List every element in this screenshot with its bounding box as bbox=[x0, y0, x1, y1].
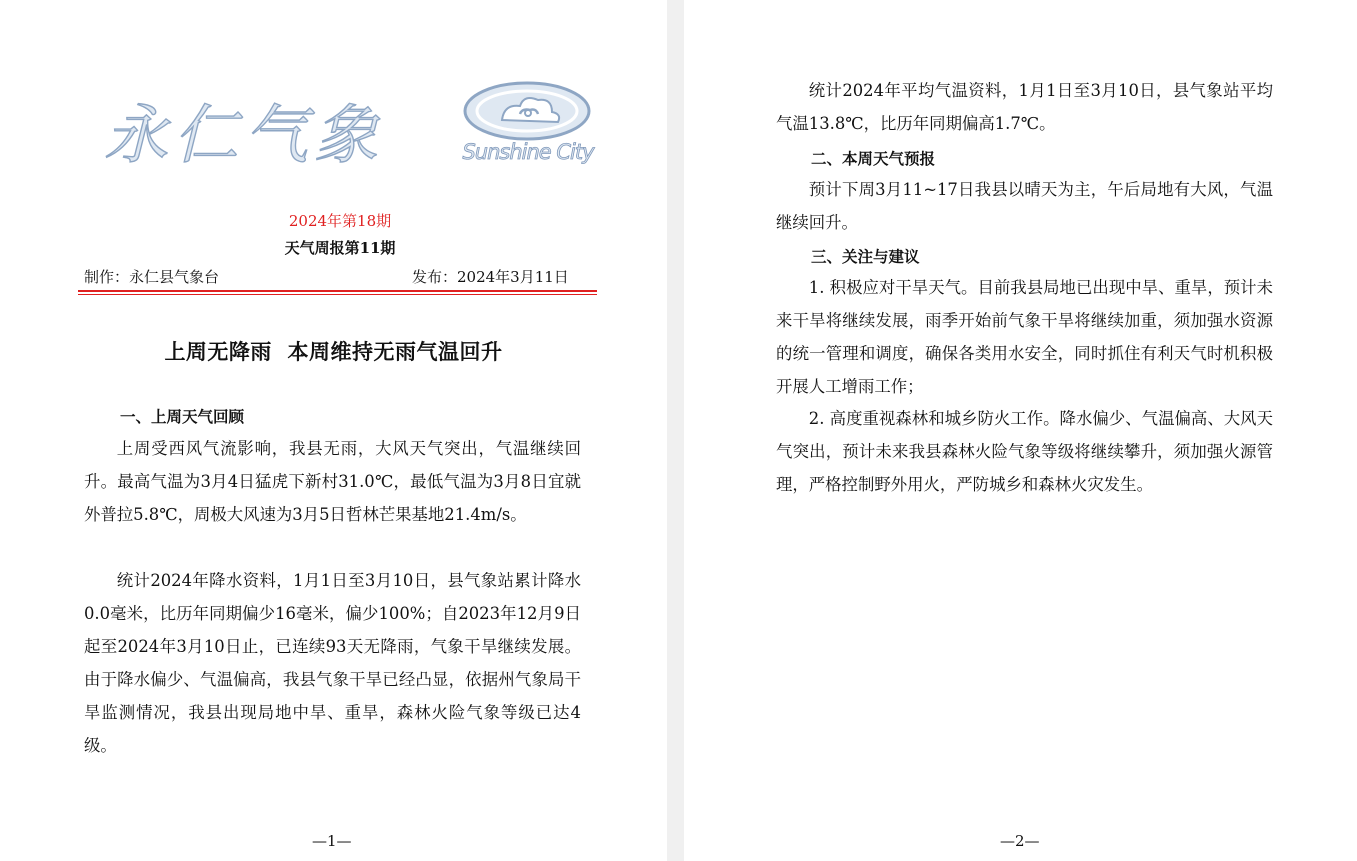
header-divider-thin bbox=[78, 294, 597, 295]
logo-text: Sunshine City bbox=[462, 140, 594, 164]
weekly-issue-number: 天气周报第11期 bbox=[284, 239, 396, 257]
cloud-logo-icon bbox=[462, 80, 592, 142]
page-number-2: —2— bbox=[1000, 832, 1040, 850]
paragraph-precipitation: 统计2024年降水资料，1月1日至3月10日，县气象站累计降水0.0毫米，比历年同期偏少16毫米，偏少100%；自2023年12月9日起至2024年3月10日止，已连续93天无降雨，气象干旱继续发展。由于降水偏少、气温偏高，我县气象干旱已经凸显，依据州气象局干旱监测情况，我县出现局地中旱、重旱，森林火险气象等级已达4级。 bbox=[84, 571, 581, 755]
publish-date: 发布：2024年3月11日 bbox=[412, 268, 569, 286]
sunshine-city-logo bbox=[462, 80, 592, 172]
document-page-1 bbox=[0, 0, 667, 861]
section-heading-forecast: 二、本周天气预报 bbox=[811, 150, 936, 168]
paragraph-forecast: 预计下周3月11~17日我县以晴天为主，午后局地有大风，气温继续回升。 bbox=[776, 180, 1273, 232]
page-title: 上周无降雨 本周维持无雨气温回升 bbox=[164, 339, 503, 364]
issue-number: 2024年第18期 bbox=[288, 212, 392, 230]
masthead bbox=[100, 80, 600, 180]
paragraph-weather-review: 上周受西风气流影响，我县无雨，大风天气突出，气温继续回升。最高气温为3月4日猛虎下新村31.0℃，最低气温为3月8日宜就外普拉5.8℃，周极大风速为3月5日哲林芒果基地21.4m/s。 bbox=[84, 439, 581, 524]
document-page-2 bbox=[684, 0, 1357, 861]
producer-label: 制作：永仁县气象台 bbox=[84, 268, 220, 286]
paragraph-temperature: 统计2024年平均气温资料，1月1日至3月10日，县气象站平均气温13.8℃，比历年同期偏高1.7℃。 bbox=[776, 81, 1273, 133]
page-number-1: —1— bbox=[312, 832, 352, 850]
section-heading-review: 一、上周天气回顾 bbox=[120, 408, 245, 426]
header-divider-thick bbox=[78, 290, 597, 292]
masthead-title: 永仁气象 bbox=[104, 99, 384, 173]
paragraph-advice-drought: 1. 积极应对干旱天气。目前我县局地已出现中旱、重旱，预计未来干旱将继续发展，雨季开始前气象干旱将继续加重，须加强水资源的统一管理和调度，确保各类用水安全，同时抓住有利天气时机积极开展人工增雨工作； bbox=[776, 278, 1273, 396]
paragraph-advice-fire: 2. 高度重视森林和城乡防火工作。降水偏少、气温偏高、大风天气突出，预计未来我县森林火险气象等级将继续攀升，须加强火源管理，严格控制野外用火，严防城乡和森林火灾发生。 bbox=[776, 409, 1273, 494]
section-heading-advice: 三、关注与建议 bbox=[811, 248, 920, 266]
